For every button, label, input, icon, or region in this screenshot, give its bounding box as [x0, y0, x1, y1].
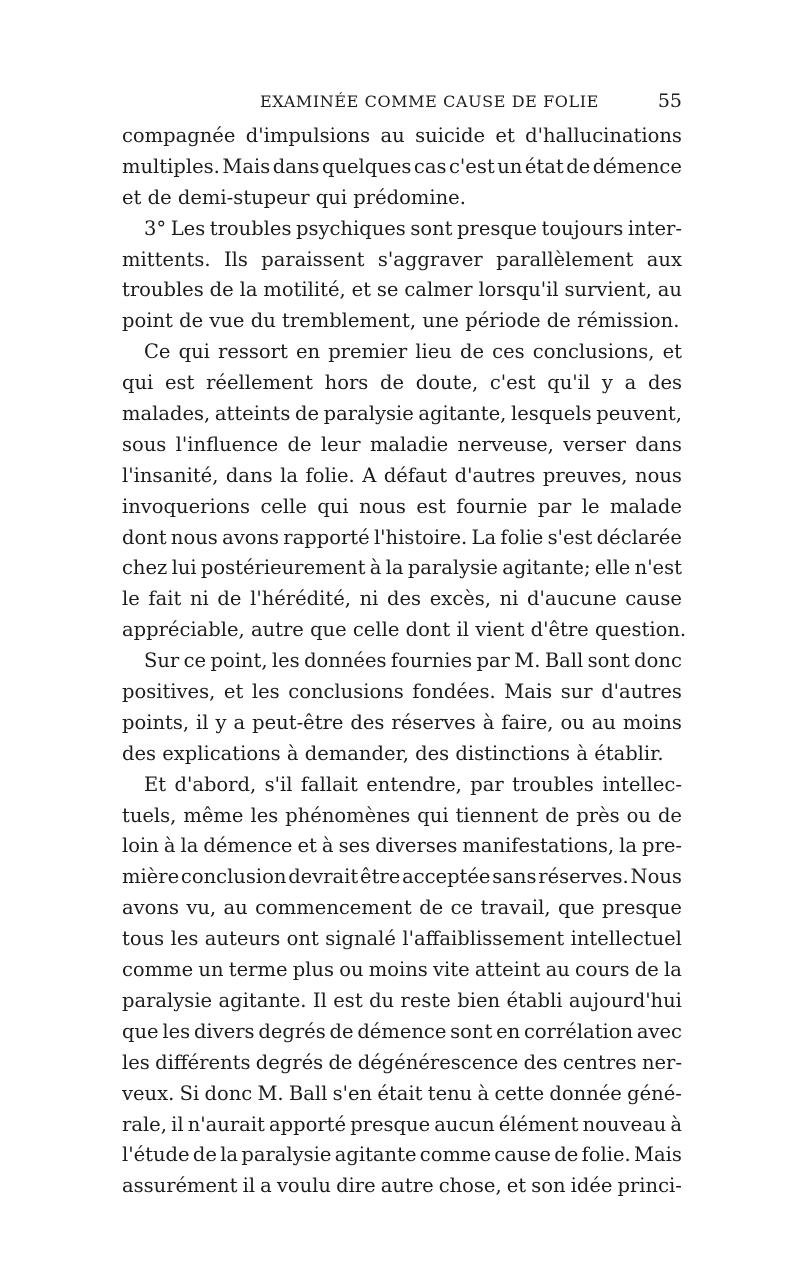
text-line: les différents degrés de dégénérescence des centres ner-: [122, 1050, 682, 1074]
text-line: l'insanité, dans la folie. A défaut d'autres preuves, nous: [122, 463, 682, 487]
body-text: [122, 121, 687, 1202]
text-line: points, il y a peut-être des réserves à faire, ou au moins: [122, 710, 682, 734]
text-line: tous les auteurs ont signalé l'affaiblissement intellectuel: [122, 927, 682, 951]
text-line: malades, atteints de paralysie agitante, lesquels peuvent,: [122, 402, 682, 426]
text-line: comme un terme plus ou moins vite atteint au cours de la: [122, 958, 682, 982]
text-line: appréciable, autre que celle dont il vient d'être question.: [122, 618, 687, 642]
text-line: loin à la démence et à ses diverses manifestations, la pre-: [122, 834, 682, 858]
page-number: 55: [657, 90, 682, 112]
text-line: l'étude de la paralysie agitante comme cause de folie. Mais: [122, 1143, 682, 1167]
text-line: qui est réellement hors de doute, c'est qu'il y a des: [122, 371, 682, 395]
text-line: des explications à demander, des distinctions à établir.: [122, 741, 664, 765]
paragraph: [122, 770, 682, 1202]
text-line: Ce qui ressort en premier lieu de ces conclusions, et: [144, 340, 682, 364]
text-line: tuels, même les phénomènes qui tiennent de près ou de: [122, 803, 682, 827]
paragraph: [122, 337, 687, 646]
text-line: assurément il a voulu dire autre chose, et son idée princi-: [122, 1174, 682, 1198]
text-line: Sur ce point, les données fournies par M. Ball sont donc: [144, 649, 682, 673]
text-line: que les divers degrés de démence sont en corrélation avec: [122, 1019, 682, 1043]
paragraph: [122, 646, 682, 770]
text-line: troubles de la motilité, et se calmer lorsqu'il survient, au: [122, 278, 682, 302]
text-line: veux. Si donc M. Ball s'en était tenu à cette donnée géné-: [122, 1081, 682, 1105]
paragraph: [122, 214, 682, 338]
text-line: multiples. Mais dans quelques cas c'est un état de démence: [122, 154, 682, 178]
running-title: EXAMINÉE COMME CAUSE DE FOLIE: [260, 92, 599, 111]
text-line: Et d'abord, s'il fallait entendre, par troubles intellec-: [144, 772, 682, 796]
text-line: 3° Les troubles psychiques sont presque toujours inter-: [144, 216, 682, 240]
text-line: dont nous avons rapporté l'histoire. La folie s'est déclarée: [122, 525, 682, 549]
text-line: sous l'influence de leur maladie nerveuse, verser dans: [122, 432, 682, 456]
text-line: paralysie agitante. Il est du reste bien établi aujourd'hui: [122, 988, 682, 1012]
text-line: invoquerions celle qui nous est fournie par le malade: [122, 494, 682, 518]
text-line: positives, et les conclusions fondées. Mais sur d'autres: [122, 680, 682, 704]
text-line: compagnée d'impulsions au suicide et d'hallucinations: [122, 124, 682, 147]
text-line: et de demi-stupeur qui prédomine.: [122, 185, 466, 209]
text-line: avons vu, au commencement de ce travail, que presque: [122, 896, 682, 920]
page-header: [122, 92, 682, 116]
text-line: mière conclusion devrait être acceptée sans réserves. Nous: [122, 865, 682, 889]
text-line: le fait ni de l'hérédité, ni des excès, ni d'aucune cause: [122, 587, 682, 611]
text-line: chez lui postérieurement à la paralysie agitante; elle n'est: [122, 556, 682, 580]
text-line: mittents. Ils paraissent s'aggraver parallèlement aux: [122, 247, 682, 271]
text-line: point de vue du tremblement, une période de rémission.: [122, 309, 680, 333]
text-line: rale, il n'aurait apporté presque aucun élément nouveau à: [122, 1112, 682, 1136]
paragraph: [122, 121, 682, 214]
